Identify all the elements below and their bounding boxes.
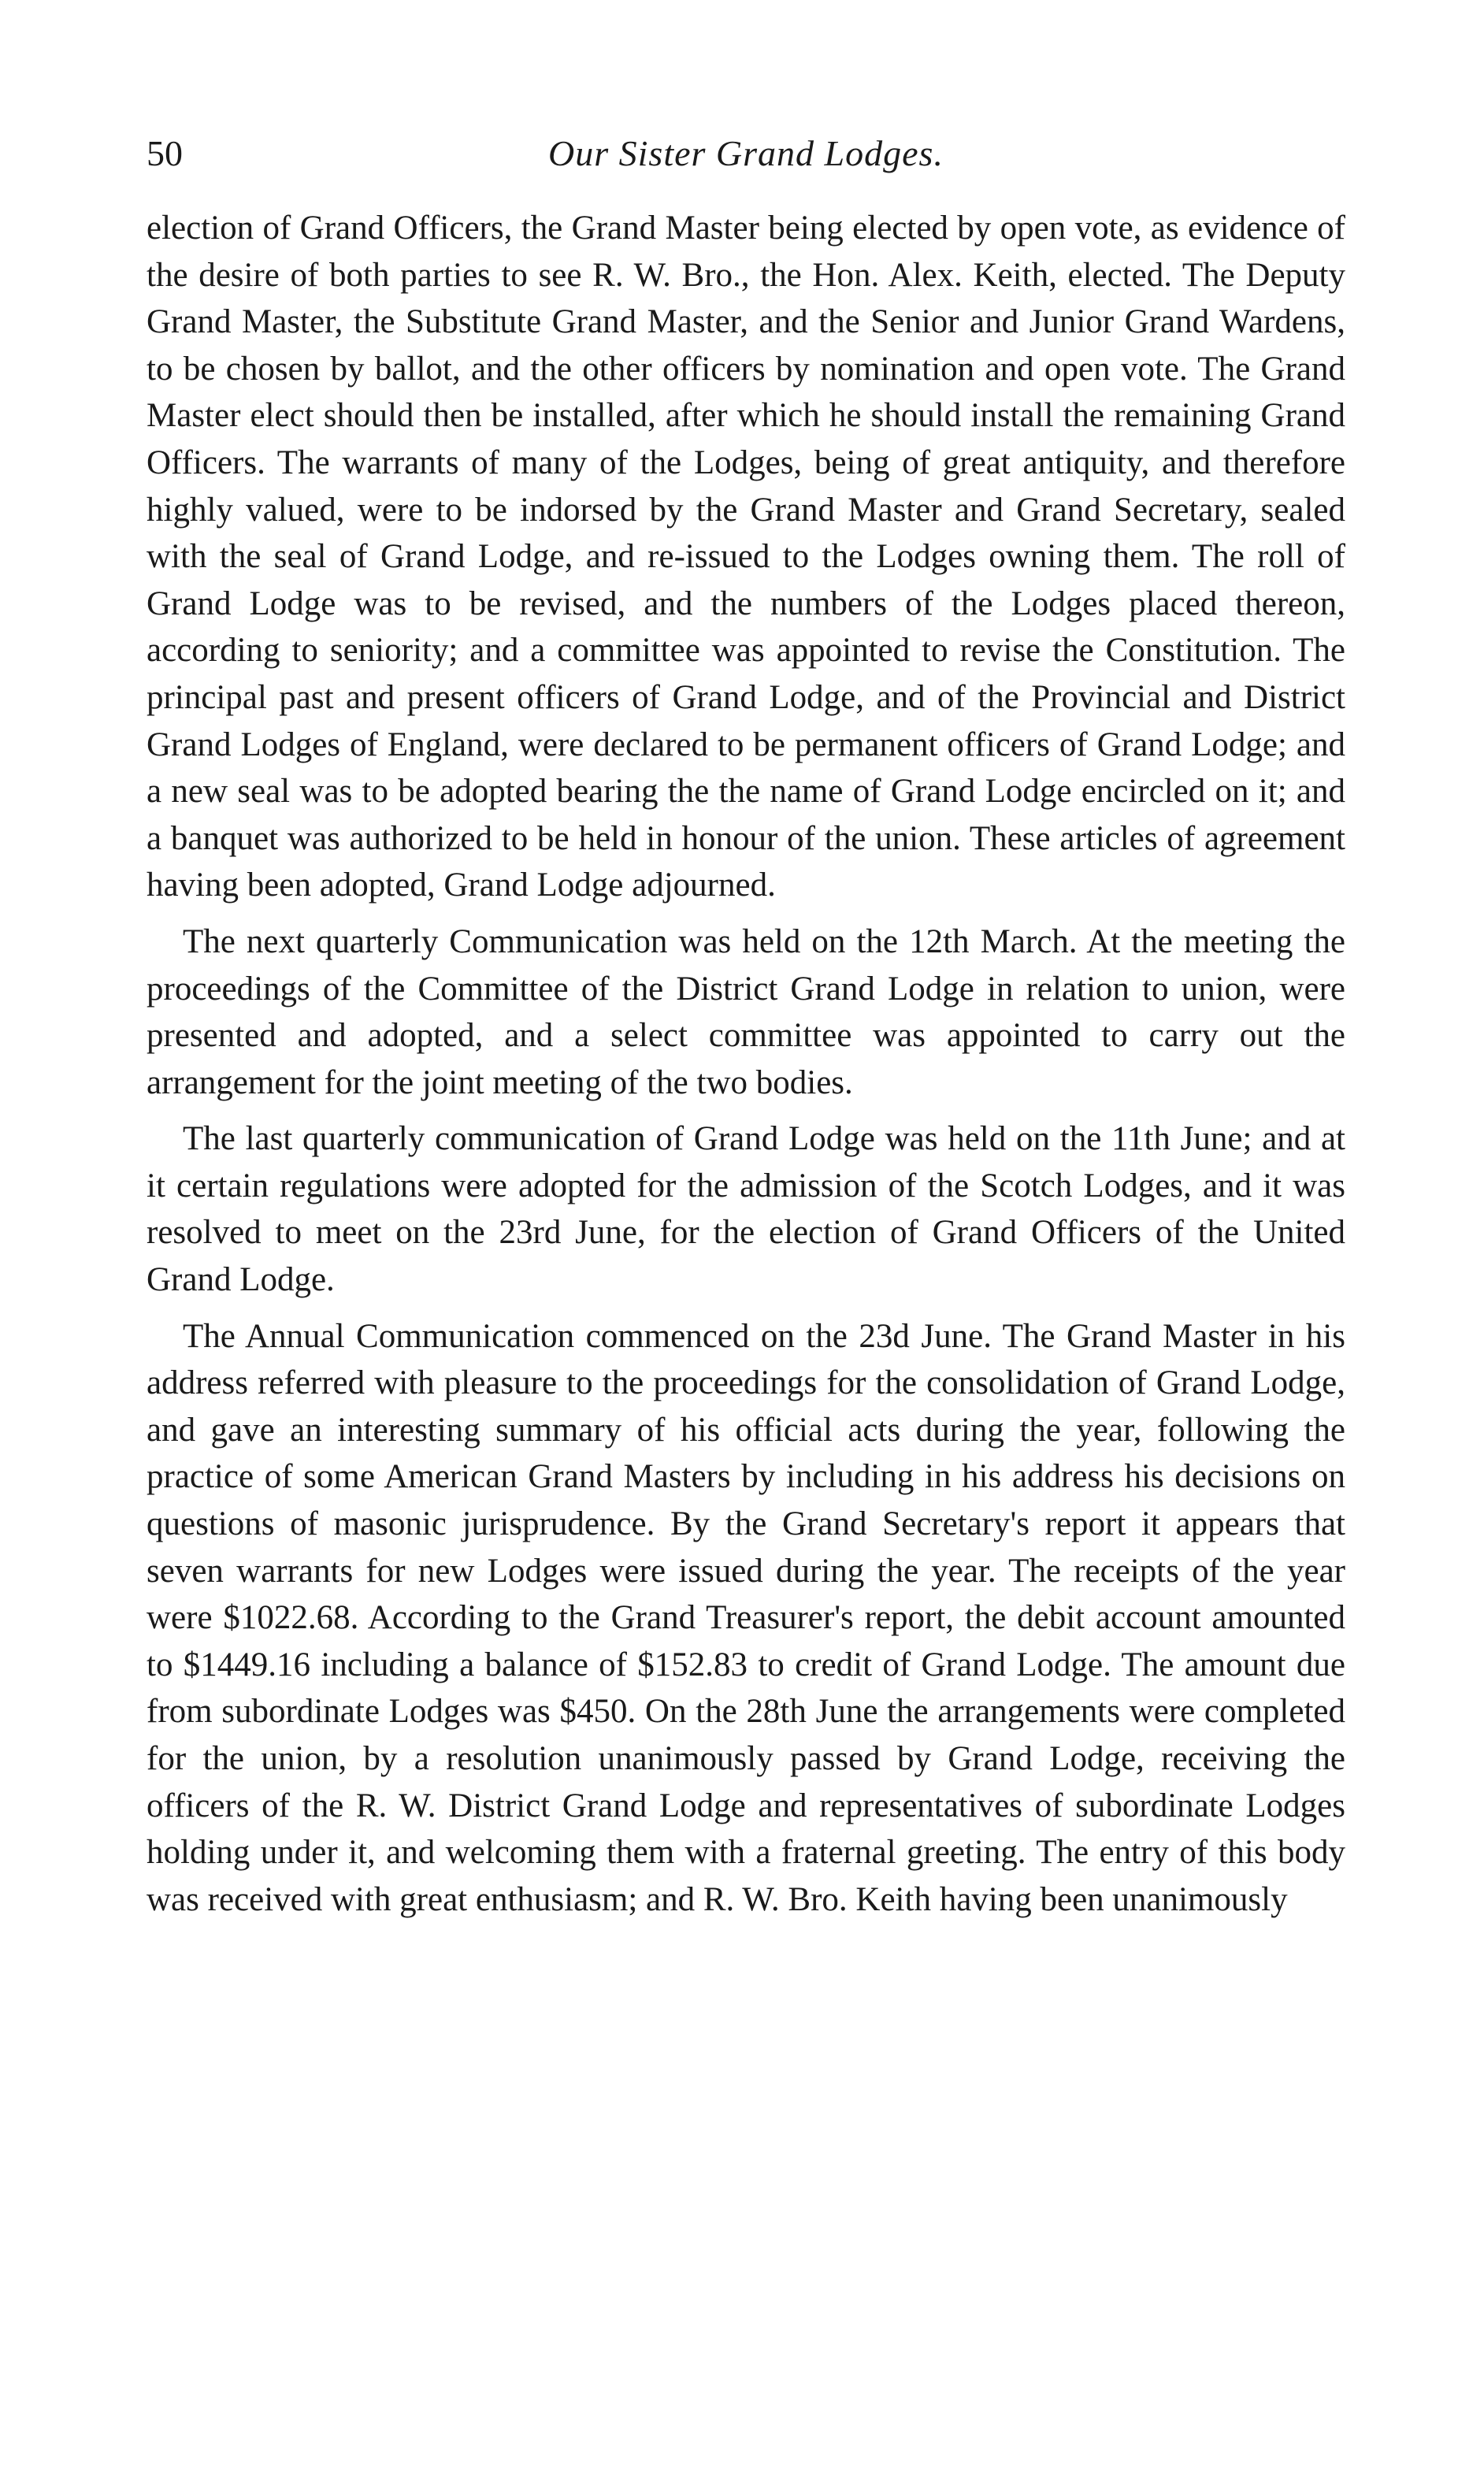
body-text <box>147 205 1345 1923</box>
paragraph-quarterly-june: The last quarterly communication of Grand Lodge was held on the 11th June; and at it certain regulations were adopted for the admission of the Scotch Lodges, and it was resolved to meet on the 23rd June, for the election of Grand Officers of the United Grand Lodge. <box>147 1120 1345 1299</box>
book-page <box>147 126 1345 1932</box>
paragraph-quarterly-march: The next quarterly Communication was held on the 12th March. At the meeting the proceedings of the Committee of the District Grand Lodge in relation to union, were presented and adopted, and a select committee was appointed to carry out the arrangement for the joint meeting of the two bodies. <box>147 922 1345 1101</box>
running-head-title: Our Sister Grand Lodges. <box>548 133 944 173</box>
running-head <box>147 126 1345 181</box>
page-number: 50 <box>147 133 183 173</box>
paragraph-continuation: election of Grand Officers, the Grand Master being elected by open vote, as evidence of the desire of both parties to see R. W. Bro., the Hon. Alex. Keith, elected. The Deputy Grand Master, the Substitute Grand Master, and the Senior and Junior Grand Wardens, to be chosen by ballot, and the other officers by nomination and open vote. The Grand Master elect should then be installed, after which he should install the remaining Grand Officers. The warrants of many of the Lodges, being of great antiquity, and therefore highly valued, were to be indorsed by the Grand Master and Grand Secretary, sealed with the seal of Grand Lodge, and re-issued to the Lodges owning them. The roll of Grand Lodge was to be revised, and the numbers of the Lodges placed thereon, according to seniority; and a committee was appointed to revise the Constitution. The principal past and present officers of Grand Lodge, and of the Provincial and District Grand Lodges of England, were declared to be permanent officers of Grand Lodge; and a new seal was to be adopted bearing the the name of Grand Lodge encircled on it; and a banquet was authorized to be held in honour of the union. These articles of agreement having been adopted, Grand Lodge adjourned. <box>147 210 1345 904</box>
paragraph-annual-communication: The Annual Communication commenced on the 23d June. The Grand Master in his address referred with pleasure to the proceedings for the consolidation of Grand Lodge, and gave an interesting summary of his official acts during the year, following the practice of some American Grand Masters by including in his address his decisions on questions of masonic jurisprudence. By the Grand Secretary's report it appears that seven warrants for new Lodges were issued during the year. The receipts of the year were $1022.68. According to the Grand Treasurer's report, the debit account amounted to $1449.16 including a balance of $152.83 to credit of Grand Lodge. The amount due from subordinate Lodges was $450. On the 28th June the arrangements were completed for the union, by a resolution unanimously passed by Grand Lodge, receiving the officers of the R. W. District Grand Lodge and representatives of subordinate Lodges holding under it, and welcoming them with a fraternal greeting. The entry of this body was received with great enthusiasm; and R. W. Bro. Keith having been unanimously <box>147 1317 1345 1918</box>
